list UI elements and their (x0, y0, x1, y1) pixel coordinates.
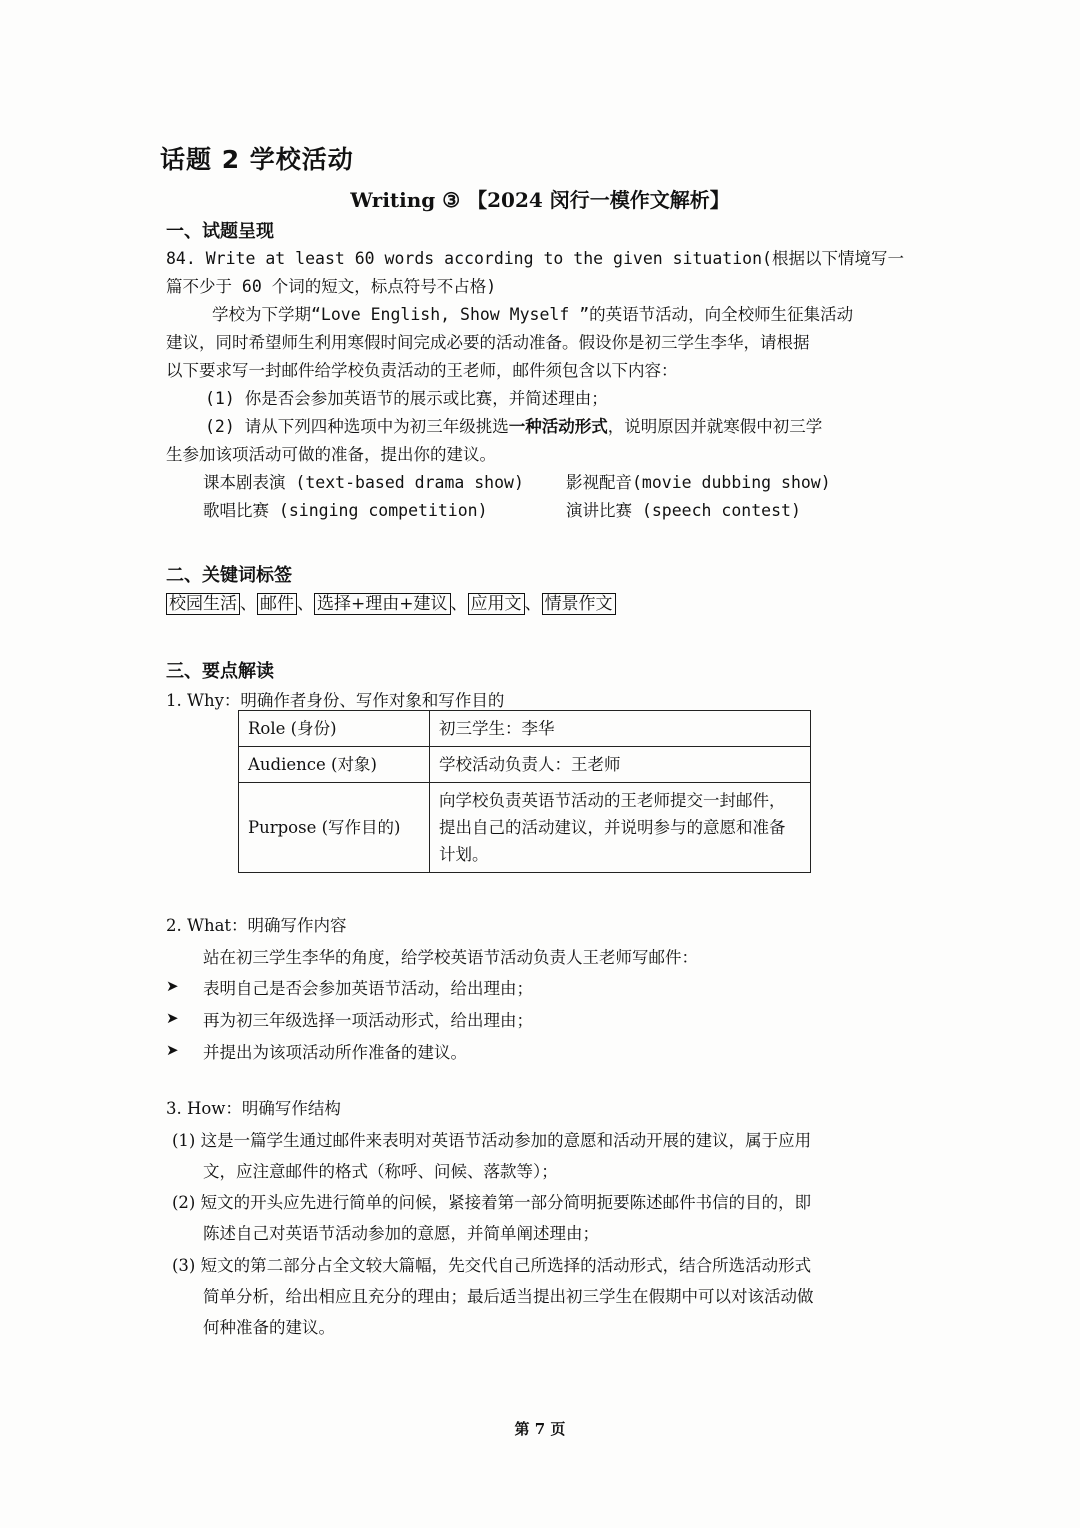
option-dubbing: 影视配音(movie dubbing show) (566, 473, 831, 492)
table-value: 向学校负责英语节活动的王老师提交一封邮件，提出自己的活动建议，并说明参与的意愿和准备计划。 (430, 783, 811, 873)
situation-line-3: 以下要求写一封邮件给学校负责活动的王老师，邮件须包含以下内容： (166, 361, 678, 380)
situation-line-1: 学校为下学期“Love English, Show Myself ”的英语节活动，向全校师生征集活动 (212, 305, 854, 324)
table-row (239, 783, 811, 873)
arrow-bullet-icon: ➤ (166, 977, 179, 995)
question-line-2: 篇不少于 60 个词的短文，标点符号不占格) (166, 277, 497, 296)
how-point-1: (1) 这是一篇学生通过邮件来表明对英语节活动参加的意愿和活动开展的建议，属于应用 (172, 1131, 812, 1150)
tag-separator: 、 (240, 594, 257, 614)
how-point-3-cont-2: 何种准备的建议。 (203, 1318, 335, 1337)
table-row (239, 711, 811, 747)
why-heading: 1. Why：明确作者身份、写作对象和写作目的 (166, 691, 505, 710)
topic-heading: 话题 2 学校活动 (160, 145, 354, 174)
what-heading: 2. What：明确写作内容 (166, 916, 347, 935)
how-point-3: (3) 短文的第二部分占全文较大篇幅，先交代自己所选择的活动形式，结合所选活动形式 (172, 1256, 812, 1275)
requirement-2 (205, 413, 822, 437)
table-key: Role (身份) (239, 711, 430, 747)
option-singing: 歌唱比赛 (singing competition) (203, 501, 488, 520)
how-point-2-cont: 陈述自己对英语节活动参加的意愿，并简单阐述理由； (203, 1224, 599, 1243)
requirement-1: (1) 你是否会参加英语节的展示或比赛，并简述理由； (205, 389, 608, 408)
how-point-3-cont: 简单分析，给出相应且充分的理由；最后适当提出初三学生在假期中可以对该活动做 (203, 1287, 814, 1306)
arrow-bullet-icon: ➤ (166, 1041, 179, 1059)
arrow-bullet-icon: ➤ (166, 1009, 179, 1027)
how-heading: 3. How：明确写作结构 (166, 1099, 341, 1118)
table-key: Audience (对象) (239, 747, 430, 783)
what-intro: 站在初三学生李华的角度，给学校英语节活动负责人王老师写邮件： (203, 948, 698, 967)
requirement-2-part-a: (2) 请从下列四种选项中为初三年级挑选 (205, 417, 509, 436)
tag-email: 邮件 (257, 593, 297, 615)
role-audience-purpose-table (238, 710, 811, 873)
document-title: Writing ③ 【2024 闵行一模作文解析】 (350, 188, 730, 212)
tag-separator: 、 (450, 594, 468, 614)
tag-situational-writing: 情景作文 (542, 593, 616, 615)
tag-separator: 、 (297, 594, 314, 614)
how-point-2: (2) 短文的开头应先进行简单的问候，紧接着第一部分简明扼要陈述邮件书信的目的，即 (172, 1193, 812, 1212)
table-value: 初三学生：李华 (430, 711, 811, 747)
tag-practical-writing: 应用文 (468, 593, 525, 615)
table-key: Purpose (写作目的) (239, 783, 430, 873)
tag-choice-reason-advice: 选择+理由+建议 (314, 593, 451, 615)
requirement-2-emphasis: 一种活动形式 (508, 417, 608, 436)
section3-heading: 三、要点解读 (166, 661, 274, 682)
tag-campus-life: 校园生活 (166, 593, 240, 615)
requirement-2-part-c: ，说明原因并就寒假中初三学 (607, 417, 823, 436)
question-line-1: 84. Write at least 60 words according to the given situation(根据以下情境写一 (166, 249, 904, 268)
what-item: 再为初三年级选择一项活动形式，给出理由； (203, 1011, 533, 1030)
requirement-2-line-2: 生参加该项活动可做的准备，提出你的建议。 (166, 445, 496, 464)
keyword-tags (166, 589, 616, 614)
section1-heading: 一、试题呈现 (166, 221, 274, 242)
option-drama: 课本剧表演 (text-based drama show) (203, 473, 524, 492)
situation-line-2: 建议，同时希望师生利用寒假时间完成必要的活动准备。假设你是初三学生李华，请根据 (166, 333, 810, 352)
option-speech: 演讲比赛 (speech contest) (566, 501, 801, 520)
table-row (239, 747, 811, 783)
how-point-1-cont: 文，应注意邮件的格式（称呼、问候、落款等）； (203, 1162, 558, 1181)
what-item: 表明自己是否会参加英语节活动，给出理由； (203, 979, 533, 998)
section2-heading: 二、关键词标签 (166, 565, 292, 586)
what-item: 并提出为该项活动所作准备的建议。 (203, 1043, 467, 1062)
page-number: 第 7 页 (514, 1420, 566, 1438)
table-value: 学校活动负责人：王老师 (430, 747, 811, 783)
tag-separator: 、 (524, 594, 542, 614)
